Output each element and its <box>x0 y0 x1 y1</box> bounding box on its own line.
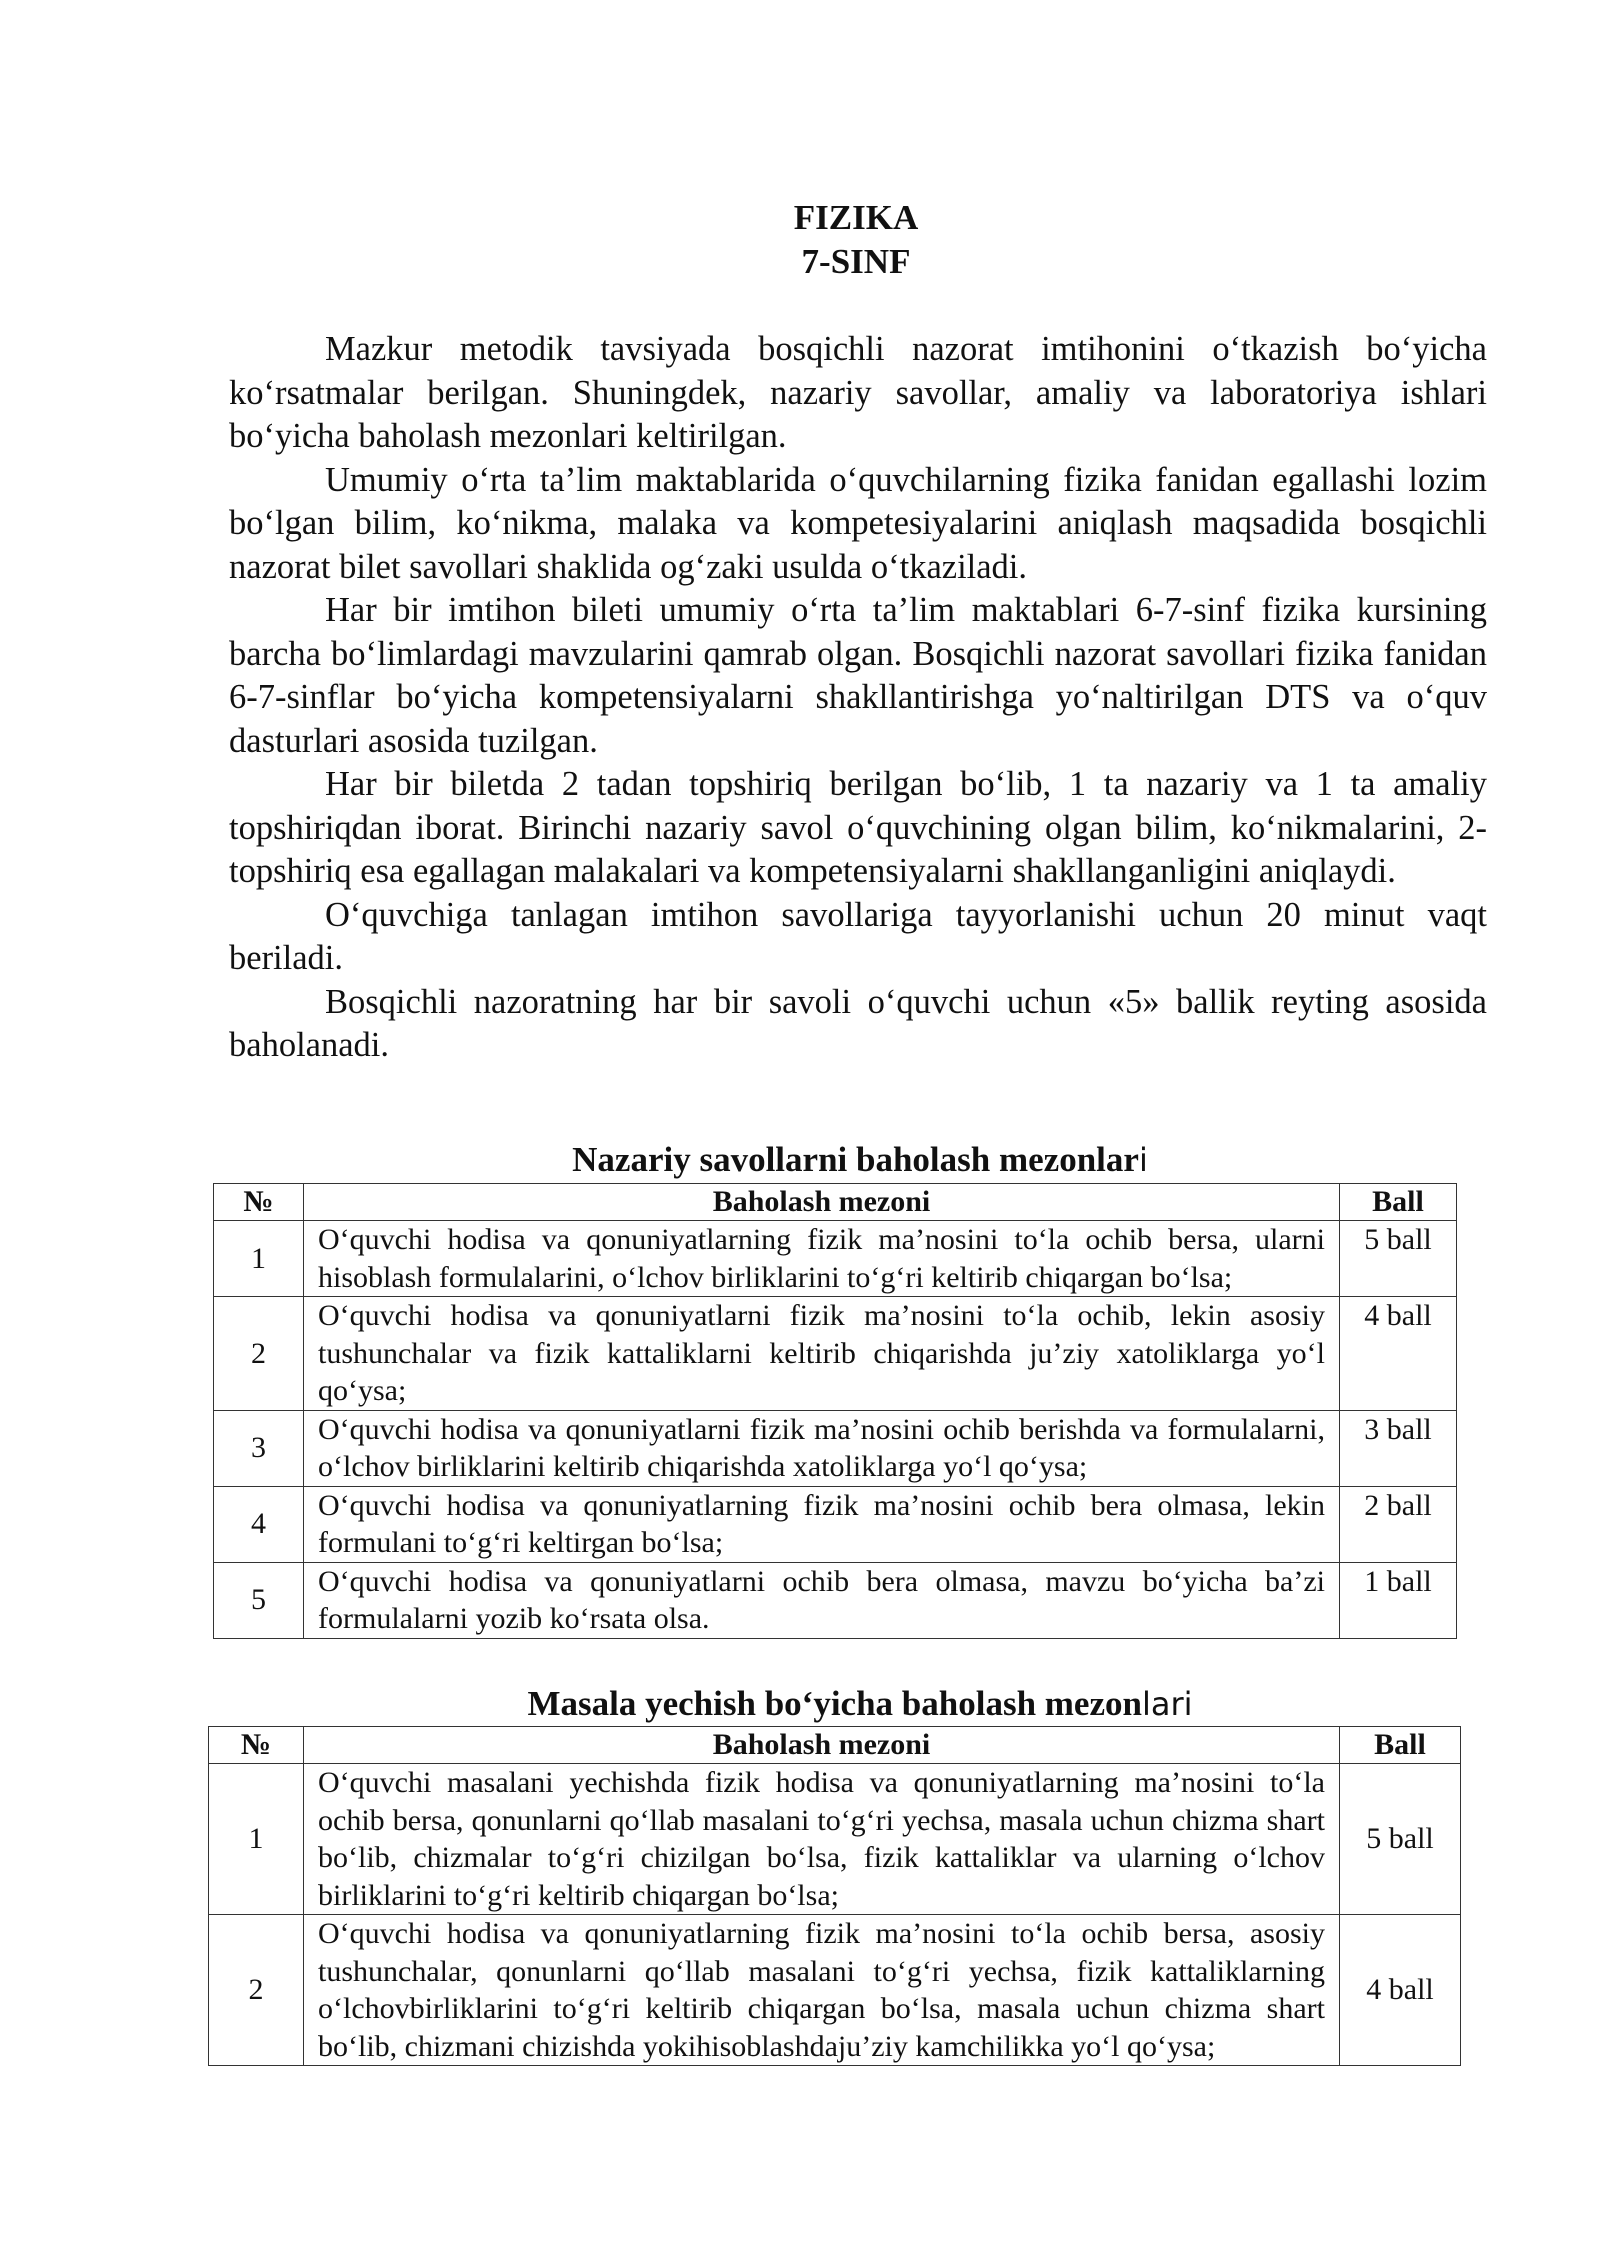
paragraph: Mazkur metodik tavsiyada bosqichli nazorat imtihonini o‘tkazish bo‘yicha ko‘rsatmalar berilgan. Shuningdek, nazariy savollar, amaliy va laboratoriya ishlari bo‘yicha baholash mezonlari keltirilgan. <box>229 330 1487 455</box>
row-num: 3 <box>214 1410 304 1486</box>
row-score: 3 ball <box>1340 1410 1457 1486</box>
subject-heading: FIZIKA <box>793 198 919 237</box>
document-title <box>0 196 1600 284</box>
row-score: 5 ball <box>1340 1764 1461 1915</box>
paragraph: Har bir biletda 2 tadan topshiriq berilgan bo‘lib, 1 ta nazariy va 1 ta amaliy topshiriqdan iborat. Birinchi nazariy savol o‘quvchining olgan bilim, ko‘nikmalarini, 2-topshiriq esa egallagan malakalari va kompetensiyalarni shakllanganligini aniqlaydi. <box>229 765 1487 890</box>
table2-title-tail: lari <box>1141 1685 1193 1723</box>
row-score: 5 ball <box>1340 1221 1457 1297</box>
col-header-criterion: Baholash mezoni <box>304 1184 1340 1221</box>
row-num: 4 <box>214 1486 304 1562</box>
table-row <box>209 1764 1461 1915</box>
theory-criteria-table <box>213 1183 1457 1639</box>
row-criterion: O‘quvchi hodisa va qonuniyatlarning fizik ma’nosini ochib bera olmasa, lekin formulani to‘g‘ri keltirgan bo‘lsa; <box>304 1486 1340 1562</box>
paragraph: Har bir imtihon bileti umumiy o‘rta ta’lim maktablari 6-7-sinf fizika kursining barcha bo‘limlardagi mavzularini qamrab olgan. Bosqichli nazorat savollari fizika fanidan 6-7-sinflar bo‘yicha kompetensiyalarni shakllantirishga yo‘naltirilgan DTS va o‘quv dasturlari asosida tuzilgan. <box>229 591 1487 760</box>
grade-heading: 7-SINF <box>801 242 911 281</box>
table-row <box>214 1221 1457 1297</box>
paragraph: O‘quvchiga tanlagan imtihon savollariga tayyorlanishi uchun 20 minut vaqt beriladi. <box>229 895 1487 977</box>
col-header-num: № <box>209 1727 304 1764</box>
table-row <box>214 1410 1457 1486</box>
table-row <box>214 1562 1457 1638</box>
paragraph: Umumiy o‘rta ta’lim maktablarida o‘quvchilarning fizika fanidan egallashi lozim bo‘lgan bilim, ko‘nikma, malaka va kompetesiyalarini aniqlash maqsadida bosqichli nazorat bilet savollari shaklida og‘zaki usulda o‘tkaziladi. <box>229 460 1487 586</box>
paragraph: Bosqichli nazoratning har bir savoli o‘quvchi uchun «5» ballik reyting asosida baholanadi. <box>229 982 1487 1064</box>
problem-criteria-table <box>208 1726 1461 2066</box>
row-score: 4 ball <box>1340 1915 1461 2066</box>
row-score: 4 ball <box>1340 1297 1457 1411</box>
table1-title-tail: i <box>1138 1141 1148 1179</box>
row-num: 1 <box>209 1764 304 1915</box>
row-criterion: O‘quvchi masalani yechishda fizik hodisa va qonuniyatlarning ma’nosini to‘la ochib bersa, qonunlarni qo‘llab masalani to‘g‘ri yechsa, masala uchun chizma shart bo‘lib, chizmalar to‘g‘ri chizilgan bo‘lsa, fizik kattaliklar va ularning o‘lchov birliklarini to‘g‘ri keltirib chiqargan bo‘lsa; <box>304 1764 1340 1915</box>
table-header-row <box>214 1184 1457 1221</box>
table-row <box>214 1486 1457 1562</box>
table-row <box>214 1297 1457 1411</box>
col-header-score: Ball <box>1340 1184 1457 1221</box>
table2-title <box>0 1683 1600 1725</box>
table-row <box>209 1915 1461 2066</box>
row-criterion: O‘quvchi hodisa va qonuniyatlarning fizik ma’nosini to‘la ochib bersa, ularni hisoblash formulalarini, o‘lchov birliklarini to‘g‘ri keltirib chiqargan bo‘lsa; <box>304 1221 1340 1297</box>
table2-title-main: Masala yechish bo‘yicha baholash mezon <box>527 1684 1142 1723</box>
row-num: 1 <box>214 1221 304 1297</box>
intro-text <box>229 328 1487 1068</box>
row-criterion: O‘quvchi hodisa va qonuniyatlarni fizik ma’nosini to‘la ochib, lekin asosiy tushunchalar va fizik kattaliklarni keltirib chiqarishda ju’ziy xatoliklarga yo‘l qo‘ysa; <box>304 1297 1340 1411</box>
row-num: 2 <box>214 1297 304 1411</box>
col-header-criterion: Baholash mezoni <box>304 1727 1340 1764</box>
table-header-row <box>209 1727 1461 1764</box>
col-header-num: № <box>214 1184 304 1221</box>
row-score: 2 ball <box>1340 1486 1457 1562</box>
row-criterion: O‘quvchi hodisa va qonuniyatlarni fizik ma’nosini ochib berishda va formulalarni, o‘lchov birliklarini keltirib chiqarishda xatoliklarga yo‘l qo‘ysa; <box>304 1410 1340 1486</box>
row-criterion: O‘quvchi hodisa va qonuniyatlarni ochib bera olmasa, mavzu bo‘yicha ba’zi formulalarni yozib ko‘rsata olsa. <box>304 1562 1340 1638</box>
row-criterion: O‘quvchi hodisa va qonuniyatlarning fizik ma’nosini to‘la ochib bersa, asosiy tushunchalar, qonunlarni qo‘llab masalani to‘g‘ri yechsa, fizik kattaliklarning o‘lchovbirliklarini to‘g‘ri keltirib chiqargan bo‘lsa, masala uchun chizma shart bo‘lib, chizmani chizishda yokihisoblashdaju’ziy kamchilikka yo‘l qo‘ysa; <box>304 1915 1340 2066</box>
row-score: 1 ball <box>1340 1562 1457 1638</box>
row-num: 5 <box>214 1562 304 1638</box>
table1-title <box>0 1139 1600 1181</box>
table1-title-main: Nazariy savollarni baholash mezonlar <box>572 1140 1139 1179</box>
col-header-score: Ball <box>1340 1727 1461 1764</box>
row-num: 2 <box>209 1915 304 2066</box>
